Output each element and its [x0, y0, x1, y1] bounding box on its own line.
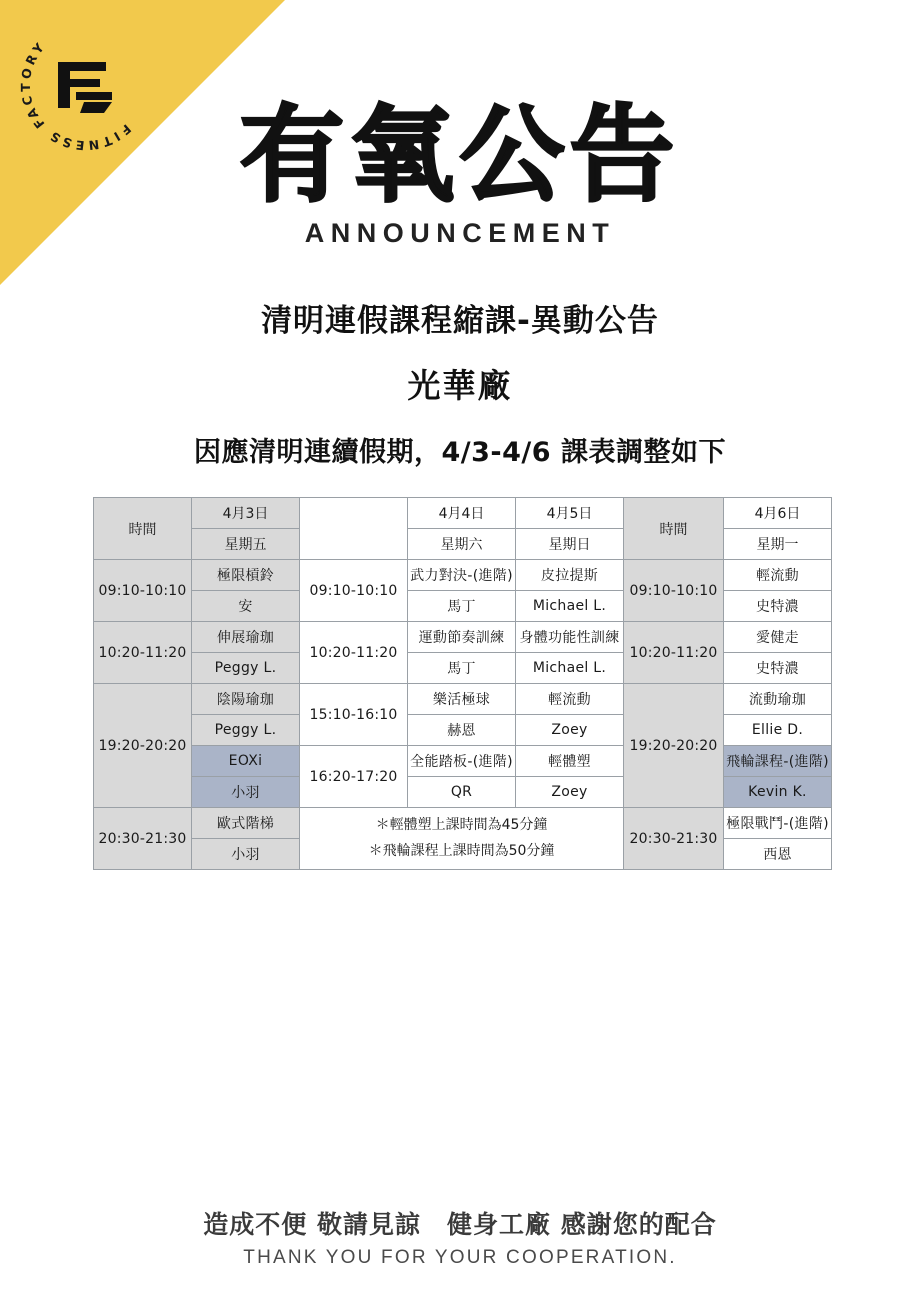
course-sun-slot3: 輕流動 [516, 684, 624, 715]
course-mon-slot2: 愛健走 [724, 622, 832, 653]
time-right-slot1: 09:10-10:10 [624, 560, 724, 622]
footer-text-cn: 造成不便 敬請見諒 健身工廠 感謝您的配合 [203, 1210, 717, 1239]
course-mon-slot1: 輕流動 [724, 560, 832, 591]
time-mid-slot1: 09:10-10:10 [300, 560, 408, 622]
time-mid-slot4: 16:20-17:20 [300, 746, 408, 808]
course-fri-slot3: 陰陽瑜珈 [192, 684, 300, 715]
schedule-notes [300, 808, 624, 870]
subtitle-note: 因應清明連續假期，4/3-4/6 課表調整如下 [194, 437, 726, 468]
teacher-sat-slot2: 馬丁 [408, 653, 516, 684]
teacher-fri-slot2: Peggy L. [192, 653, 300, 684]
teacher-sat-slot4: QR [408, 777, 516, 808]
page-title-en: ANNOUNCEMENT [304, 218, 616, 249]
svg-text:FITNESS FACTORY: FITNESS FACTORY [18, 37, 135, 153]
table-row-slot3-course [94, 684, 832, 715]
course-sat-slot3: 樂活極球 [408, 684, 516, 715]
teacher-fri-slot4: 小羽 [192, 777, 300, 808]
course-sat-slot1: 武力對決-(進階) [408, 560, 516, 591]
teacher-mon-slot4: Kevin K. [724, 777, 832, 808]
course-sun-slot1: 皮拉提斯 [516, 560, 624, 591]
teacher-fri-slot1: 安 [192, 591, 300, 622]
schedule-note-1: ＊輕體塑上課時間為45分鐘 [375, 816, 548, 833]
header-fri-date: 4月3日 [192, 498, 300, 529]
time-left-slot3: 19:20-20:20 [94, 684, 192, 808]
time-right-slot2: 10:20-11:20 [624, 622, 724, 684]
teacher-sat-slot3: 赫恩 [408, 715, 516, 746]
footer-text-en: THANK YOU FOR YOUR COOPERATION. [243, 1247, 677, 1268]
teacher-sun-slot1: Michael L. [516, 591, 624, 622]
time-left-slot2: 10:20-11:20 [94, 622, 192, 684]
teacher-fri-slot5: 小羽 [192, 839, 300, 870]
course-mon-slot4: 飛輪課程-(進階) [724, 746, 832, 777]
course-fri-slot2: 伸展瑜珈 [192, 622, 300, 653]
table-row-slot1-course [94, 560, 832, 591]
teacher-sun-slot2: Michael L. [516, 653, 624, 684]
course-sun-slot2: 身體功能性訓練 [516, 622, 624, 653]
schedule-table [93, 497, 832, 870]
teacher-mon-slot3: Ellie D. [724, 715, 832, 746]
subtitle-branch: 光華廠 [407, 366, 513, 405]
subtitle-announcement: 清明連假課程縮課-異動公告 [261, 303, 659, 339]
teacher-mon-slot1: 史特濃 [724, 591, 832, 622]
course-mon-slot3: 流動瑜珈 [724, 684, 832, 715]
header-time-left: 時間 [94, 498, 192, 560]
table-row-slot2-course [94, 622, 832, 653]
header-sat-date: 4月4日 [408, 498, 516, 529]
table-header-row-date [94, 498, 832, 529]
schedule-table-wrap [93, 497, 827, 870]
course-sun-slot4: 輕體塑 [516, 746, 624, 777]
course-sat-slot2: 運動節奏訓練 [408, 622, 516, 653]
course-fri-slot1: 極限槓鈴 [192, 560, 300, 591]
header-fri-day: 星期五 [192, 529, 300, 560]
teacher-mon-slot2: 史特濃 [724, 653, 832, 684]
time-mid-slot2: 10:20-11:20 [300, 622, 408, 684]
teacher-sun-slot3: Zoey [516, 715, 624, 746]
page-title-cn: 有氧公告 [239, 94, 680, 216]
time-right-slot3: 19:20-20:20 [624, 684, 724, 808]
course-mon-slot5: 極限戰鬥-(進階) [724, 808, 832, 839]
course-fri-slot5: 歐式階梯 [192, 808, 300, 839]
time-mid-slot3: 15:10-16:10 [300, 684, 408, 746]
table-row-slot5-course [94, 808, 832, 839]
header-sun-day: 星期日 [516, 529, 624, 560]
footer [0, 1205, 920, 1269]
teacher-sat-slot1: 馬丁 [408, 591, 516, 622]
course-fri-slot4: EOXi [192, 746, 300, 777]
header-sat-day: 星期六 [408, 529, 516, 560]
course-sat-slot4: 全能踏板-(進階) [408, 746, 516, 777]
header-sun-date: 4月5日 [516, 498, 624, 529]
teacher-sun-slot4: Zoey [516, 777, 624, 808]
schedule-note-2: ＊飛輪課程上課時間為50分鐘 [368, 842, 555, 859]
header-time-right: 時間 [624, 498, 724, 560]
teacher-mon-slot5: 西恩 [724, 839, 832, 870]
header-mon-date: 4月6日 [724, 498, 832, 529]
time-right-slot5: 20:30-21:30 [624, 808, 724, 870]
header-spacer-mid [300, 498, 408, 560]
time-left-slot5: 20:30-21:30 [94, 808, 192, 870]
header-mon-day: 星期一 [724, 529, 832, 560]
teacher-fri-slot3: Peggy L. [192, 715, 300, 746]
time-left-slot1: 09:10-10:10 [94, 560, 192, 622]
